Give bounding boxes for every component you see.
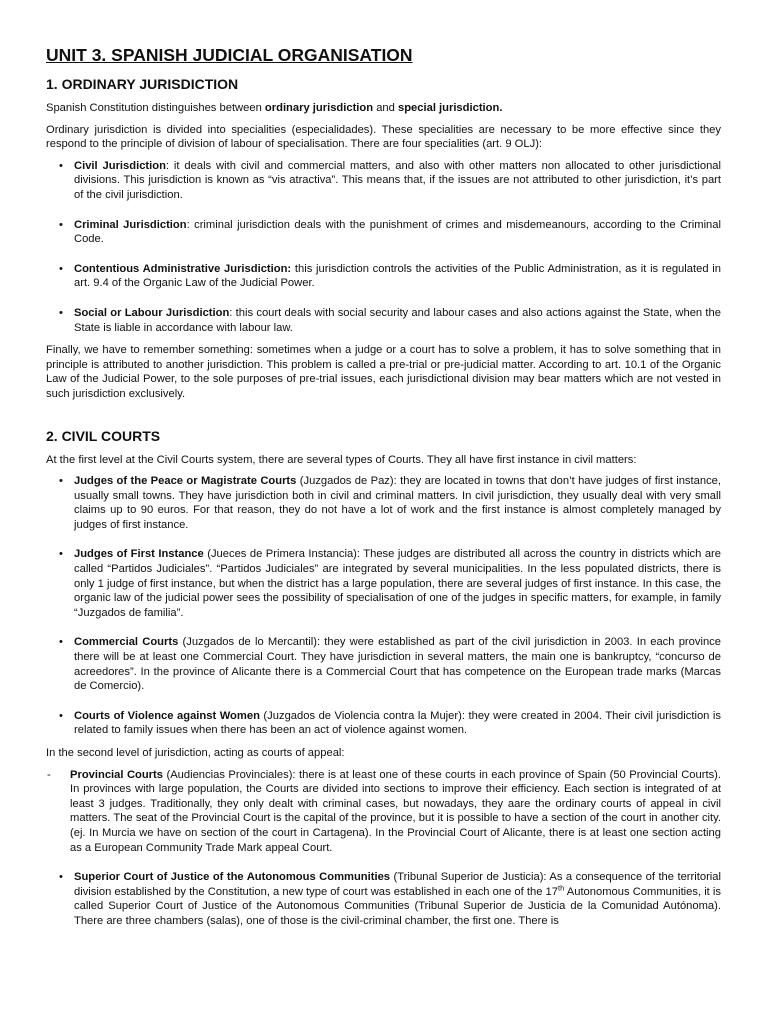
section-1-intro: Spanish Constitution distinguishes between ordinary jurisdiction and special jurisdiction. bbox=[46, 102, 503, 114]
bullet-icon: • bbox=[59, 548, 63, 561]
list-item: • Judges of the Peace or Magistrate Courts (Juzgados de Paz): they are located in towns that don’t have judges of first instance, usually small towns. They have jurisdiction both in civil and criminal matters. In civil jurisdiction, they usually deal with very small claims up to 90 euros. For that reason, they do not have a lot of work and the first instance is almost completely managed by judges of first instance. bbox=[59, 475, 721, 531]
section-2-heading: 2. CIVIL COURTS bbox=[46, 427, 161, 444]
bullet-icon: • bbox=[59, 159, 63, 172]
section-1-paragraph: Ordinary jurisdiction is divided into specialities (especialidades). These specialities are necessary to be more effective since they respond to the principle of division of labour of specialisation. There are four specialities (art. 9 OLJ): bbox=[46, 123, 721, 151]
section-1-heading: 1. ORDINARY JURISDICTION bbox=[46, 76, 239, 92]
speciality-list bbox=[46, 159, 721, 335]
list-item: • Courts of Violence against Women (Juzgados de Violencia contra la Mujer): they were created in 2004. Their civil jurisdiction is related to family issues when there has been an act of violence against women. bbox=[59, 709, 721, 737]
list-item: • Civil Jurisdiction: it deals with civil and commercial matters, and also with other matters non allocated to other jurisdictional divisions. This jurisdiction is known as “vis atractiva”. This means that, if the issues are not attributed to other jurisdiction, it’s part of the civil jurisdiction. bbox=[59, 159, 721, 201]
bullet-icon: • bbox=[59, 709, 63, 722]
superior-court-list bbox=[46, 870, 721, 928]
dash-marker: - bbox=[47, 768, 51, 781]
document-title: UNIT 3. SPANISH JUDICIAL ORGANISATION bbox=[46, 45, 413, 65]
bullet-icon: • bbox=[59, 306, 63, 319]
list-item: • Criminal Jurisdiction: criminal jurisdiction deals with the punishment of crimes and misdemeanours, according to the Criminal Code. bbox=[59, 218, 721, 246]
bullet-icon: • bbox=[59, 262, 63, 275]
section-2-intro: At the first level at the Civil Courts system, there are several types of Courts. They all have first instance in civil matters: bbox=[46, 453, 637, 466]
list-item: • Commercial Courts (Juzgados de lo Mercantil): they were established as part of the civil jurisdiction in 2003. In each province there will be at least one Commercial Court. They have jurisdiction in several matters, the main one is bankruptcy, “concurso de acreedores”. In the province of Alicante there is a Commercial Court that has competence on the European trade marks (Marcas de Comercio). bbox=[59, 636, 721, 693]
list-item: • Superior Court of Justice of the Autonomous Communities (Tribunal Superior de Justicia): As a consequence of the territorial division established by the Constitution, a new type of court was established in each one of the 17th Autonomous Communities, it is called Superior Court of Justice of the Autonomous Communities (Tribunal Superior de Justicia de la Comunidad Autónoma). There are three chambers (salas), one of those is the civil-criminal chamber, the first one. There is bbox=[59, 871, 721, 927]
bullet-icon: • bbox=[59, 636, 63, 649]
appeal-intro: In the second level of jurisdiction, acting as courts of appeal: bbox=[46, 747, 345, 759]
bullet-icon: • bbox=[59, 475, 63, 488]
list-item: • Social or Labour Jurisdiction: this court deals with social security and labour cases and also actions against the State, when the State is liable in accordance with labour law. bbox=[59, 306, 721, 334]
bullet-icon: • bbox=[59, 871, 63, 884]
civil-courts-list bbox=[46, 474, 721, 738]
dash-list-item: - Provincial Courts (Audiencias Provinciales): there is at least one of these courts in each province of Spain (50 Provincial Courts). In provinces with large population, the Courts are divided into sections to improve their efficiency. Each section is integrated of at least 3 judges. Traditionally, they only dealt with criminal cases, but nowadays, they aare the ordinary courts of appeal in civil matters. The seat of the Provincial Court is the capital of the province, but it is possible to have a section of the court in another city. (ej. In Murcia we have on section of the court in Cartagena). In the Provincial Court of Alicante, there is at least one section acting as a European Community Trade Mark appeal Court. bbox=[47, 768, 721, 854]
list-item: • Contentious Administrative Jurisdiction: this jurisdiction controls the activities of the Public Administration, as it is regulated in art. 9.4 of the Organic Law of the Judicial Power. bbox=[59, 262, 721, 290]
list-item: • Judges of First Instance (Jueces de Primera Instancia): These judges are distributed all across the country in districts which are called “Partidos Judiciales”. “Partidos Judiciales” are integrated by several municipalities. In the less populated districts, there is only 1 judge of first instance, but when the district has a large population, there are several judges of first instance. In this case, the organic law of the judicial power sees the possibility of specialisation of one of the judges in specific matters, for example, in family “Juzgados de familia”. bbox=[59, 548, 722, 619]
bullet-icon: • bbox=[59, 218, 63, 231]
document-page bbox=[46, 44, 721, 944]
section-1-closing: Finally, we have to remember something: sometimes when a judge or a court has to solve a problem, it has to solve something that in principle is attributed to another jurisdiction. This problem is called a pre-trial or pre-judicial matter. According to art. 10.1 of the Organic Law of the Judicial Power, to the sole purposes of pre-trial issues, each jurisdictional division may bear matters which are not vested in such jurisdiction exclusively. bbox=[46, 344, 721, 400]
